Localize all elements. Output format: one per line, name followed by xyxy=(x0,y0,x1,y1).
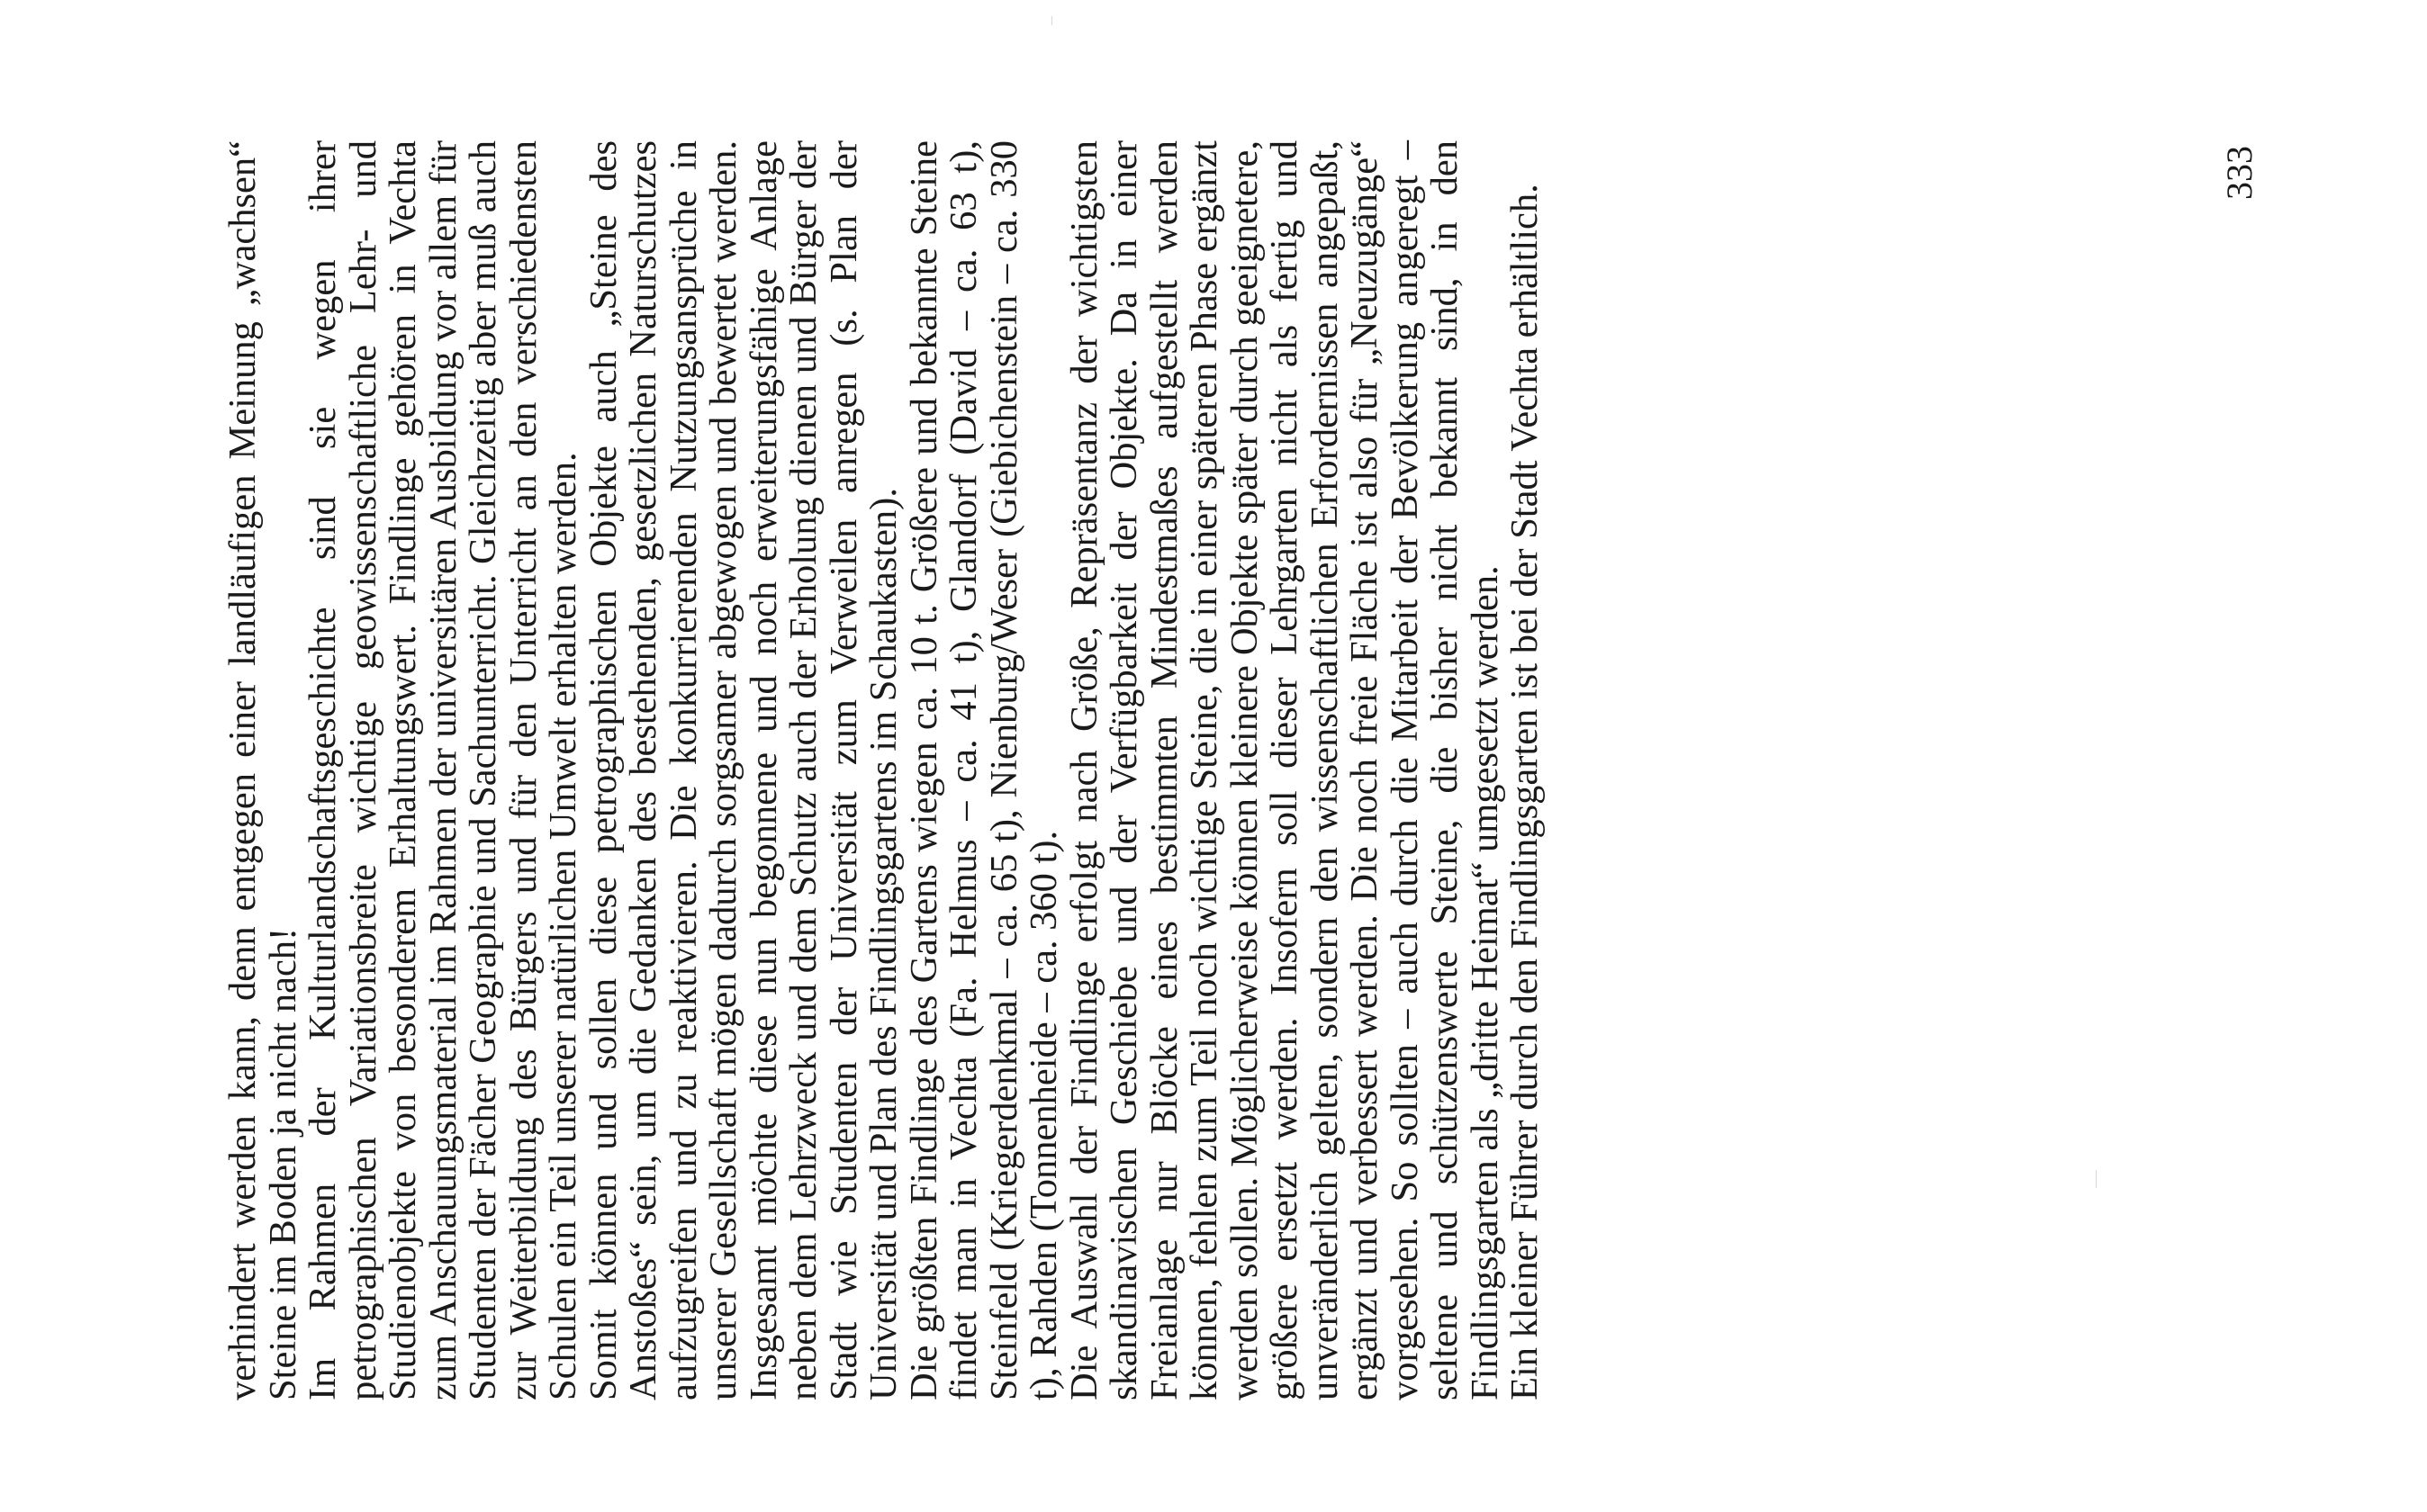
paragraph-3: Somit können und sollen diese petrographischen Objekte auch „Steine des Anstoßes“ sein, um die Gedanken des bestehenden, gesetzlichen Naturschutzes aufzugreifen und zu reaktivieren. Die konkurrierenden Nutzungsansprüche in unserer Gesellschaft mögen dadurch sorgsamer abgewogen und bewertet werden. Insgesamt möchte diese nun begonnene und noch erweiterungsfähige Anlage neben dem Lehrzweck und dem Schutz auch der Erholung dienen und Bürger der Stadt wie Studenten der Universität zum Verweilen anregen (s. Plan der Universität und Plan des Findlingsgartens im Schaukasten). xyxy=(582,140,905,1400)
scan-mark-top xyxy=(1051,16,1052,25)
paragraph-6: Ein kleiner Führer durch den Findlingsgarten ist bei der Stadt Vechta erhältlich. xyxy=(1503,184,1546,1400)
paragraph-1: verhindert werden kann, denn entgegen einer landläufigen Meinung „wachsen“ Steine im Boden ja nicht nach! xyxy=(221,140,304,1400)
paragraph-2: Im Rahmen der Kulturlandschaftsgeschichte sind sie wegen ihrer petrographischen Variationsbreite wichtige geowissenschaftliche Lehr- und Studienobjekte von besonderem Erhaltungswert. Findlinge gehören in Vechta zum Anschauungsmaterial im Rahmen der universitären Ausbildung vor allem für Studenten der Fächer Geographie und Sachunterricht. Gleichzeitig aber muß auch zur Weiterbildung des Bürgers und für den Unterricht an den verschiedensten Schulen ein Teil unserer natürlichen Umwelt erhalten werden. xyxy=(302,140,584,1400)
scan-mark-right xyxy=(2096,1170,2097,1188)
page-number: 333 xyxy=(2219,146,2260,200)
paragraph-4: Die größten Findlinge des Gartens wiegen ca. 10 t. Größere und bekannte Steine findet man in Vechta (Fa. Helmus – ca. 41 t), Glandorf (David – ca. 63 t), Steinfeld (Kriegerdenkmal – ca. 65 t), Nienburg/Weser (Giebichenstein – ca. 330 t), Rahden (Tonnenheide – ca. 360 t). xyxy=(902,140,1065,1400)
body-text xyxy=(223,140,1546,1400)
paragraph-5: Die Auswahl der Findlinge erfolgt nach Größe, Repräsentanz der wichtigsten skandinavischen Geschiebe und der Verfügbarkeit der Objekte. Da in einer Freianlage nur Blöcke eines bestimmten Mindestmaßes aufgestellt werden können, fehlen zum Teil noch wichtige Steine, die in einer späteren Phase ergänzt werden sollen. Möglicherweise können kleinere Objekte später durch geeignetere, größere ersetzt werden. Insofern soll dieser Lehrgarten nicht als fertig und unveränderlich gelten, sondern den wissenschaftlichen Erfordernissen angepaßt, ergänzt und verbessert werden. Die noch freie Fläche ist also für „Neuzugänge“ vorgesehen. So sollten – auch durch die Mitarbeit der Bevölkerung angeregt – seltene und schützenswerte Steine, die bisher nicht bekannt sind, in den Findlingsgarten als „dritte Heimat“ umgesetzt werden. xyxy=(1062,140,1506,1400)
